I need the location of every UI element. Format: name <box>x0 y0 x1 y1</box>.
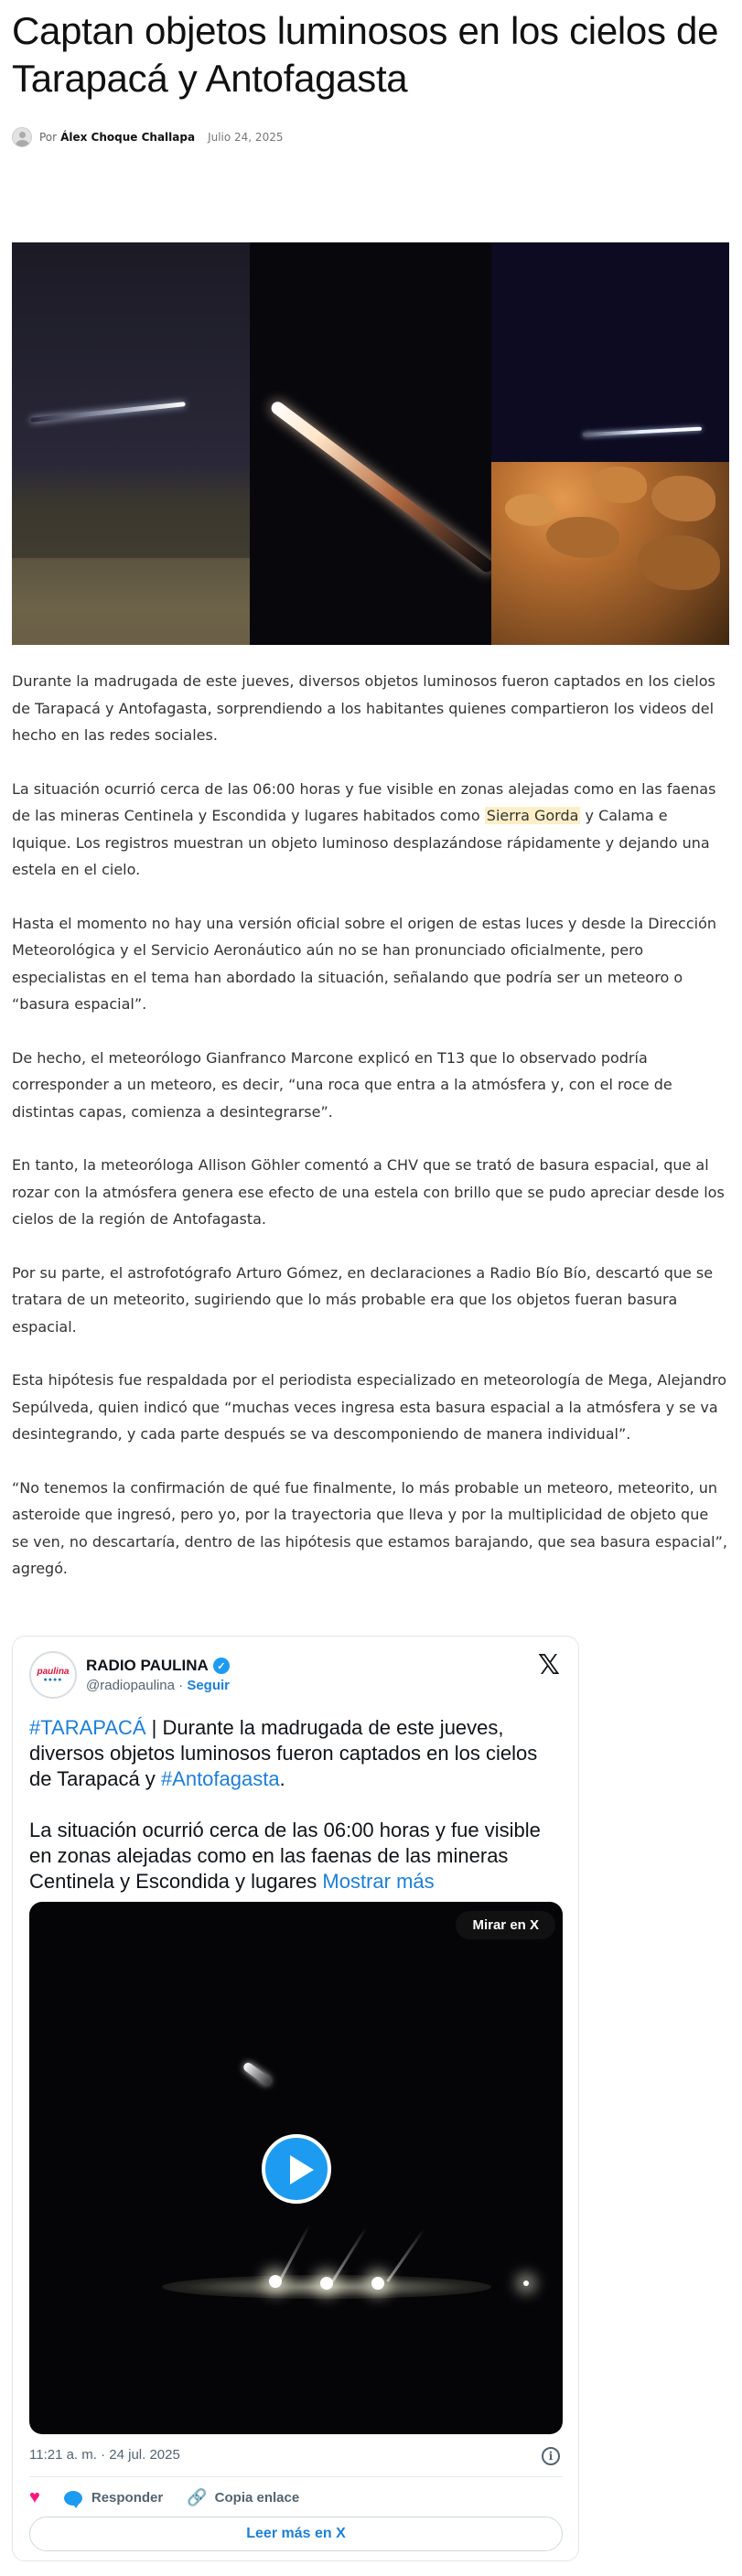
hashtag-tarapaca[interactable]: #TARAPACÁ <box>29 1716 146 1739</box>
tweet-text <box>29 1715 560 1894</box>
tweet-paragraph <box>29 1715 560 1792</box>
hero-panel-1 <box>12 242 250 645</box>
tweet-handle[interactable]: @radiopaulina <box>86 1678 175 1693</box>
light-point <box>269 2275 282 2288</box>
separator: · <box>174 1678 188 1693</box>
divider <box>29 2476 563 2477</box>
article-title: Captan objetos luminosos en los cielos de Tarapacá y Antofagasta <box>12 9 719 100</box>
article-paragraph <box>12 776 729 884</box>
tweet-header <box>29 1651 230 1699</box>
like-action[interactable] <box>29 2487 40 2508</box>
article-meta <box>12 126 283 148</box>
tweet-timestamp[interactable]: 11:21 a. m. · 24 jul. 2025 <box>29 2447 180 2463</box>
reply-label: Responder <box>91 2490 164 2506</box>
article-body <box>12 668 729 1609</box>
byline-prefix: Por <box>39 131 58 144</box>
article-paragraph: Esta hipótesis fue respaldada por el periodista especializado en meteorología de Mega, Alejandro Sepúlveda, quien indicó que “muchas veces ingresa esta basura espacial a la atmósfera y se va desintegrando, y cada parte después se va descomponiendo de manera individual”. <box>12 1371 727 1443</box>
tweet-paragraph <box>29 1818 560 1894</box>
meteor-streak <box>242 2061 272 2087</box>
hero-panel-3 <box>491 242 729 645</box>
info-icon[interactable]: i <box>542 2447 560 2465</box>
tweet-video[interactable] <box>29 1902 563 2434</box>
copy-link-label: Copia enlace <box>214 2490 300 2506</box>
publish-date: Julio 24, 2025 <box>208 131 284 144</box>
play-button-icon[interactable] <box>262 2134 331 2204</box>
light-streak <box>269 399 491 574</box>
hero-panel-2 <box>250 242 491 645</box>
tweet-author-name[interactable] <box>86 1657 230 1675</box>
x-logo-icon[interactable]: 𝕏 <box>537 1649 560 1681</box>
author-avatar[interactable] <box>12 127 32 147</box>
tweet-author <box>86 1657 230 1693</box>
sierra-gorda-highlight[interactable]: Sierra Gorda <box>486 807 579 824</box>
tweet-text-span: | Durante la madrugada de este jueves, diversos objetos luminosos fueron captados en los cielos de Tarapacá y <box>29 1716 538 1790</box>
tweet-actions <box>29 2487 323 2508</box>
link-icon: 🔗 <box>187 2488 208 2506</box>
show-more-link[interactable]: Mostrar más <box>322 1870 435 1893</box>
read-more-button[interactable]: Leer más en X <box>29 2517 563 2551</box>
article-paragraph: “No tenemos la confirmación de qué fue finalmente, lo más probable un meteoro, meteorito, un asteroide que ingresó, pero yo, por la trayectoria que lleva y por la multiplicidad de objeto que se ven, no descartaría, dentro de las hipótesis que estamos barajando, que sea basura espacial”, agregó. <box>12 1478 727 1577</box>
author-name-text: RADIO PAULINA <box>86 1657 209 1674</box>
hero-ground <box>12 558 250 645</box>
article-paragraph: Por su parte, el astrofotógrafo Arturo Gómez, en declaraciones a Radio Bío Bío, descartó que se tratara de un meteorito, sugiriendo que lo más probable era que los objetos fueran basura espacial. <box>12 1263 714 1336</box>
light-point <box>320 2277 333 2290</box>
tweet-avatar[interactable] <box>29 1651 77 1699</box>
light-ray <box>278 2224 311 2281</box>
hashtag-antofagasta[interactable]: #Antofagasta <box>160 1767 280 1790</box>
light-point <box>523 2281 529 2286</box>
embedded-tweet[interactable] <box>12 1636 579 2561</box>
avatar-logo-dots: ●●●● <box>43 1676 63 1683</box>
copy-link-action[interactable] <box>187 2488 299 2507</box>
hero-image <box>12 242 729 645</box>
light-ray <box>386 2228 425 2282</box>
tweet-text-span: La situación ocurrió cerca de las 06:00 horas y fue visible en zonas alejadas como en las faenas de las mineras Centinela y Escondida y lugares <box>29 1819 541 1893</box>
follow-button[interactable]: Seguir <box>187 1678 230 1693</box>
avatar-logo-text: paulina <box>37 1666 70 1677</box>
heart-icon: ♥ <box>29 2487 40 2507</box>
article-paragraph: Hasta el momento no hay una versión oficial sobre el origen de estas luces y desde la Dirección Meteorológica y el Servicio Aeronáutico aún no se han pronunciado oficialmente, pero especialistas en el tema han abordado la situación, señalando que podría ser un meteoro o “basura espacial”. <box>12 914 717 1013</box>
light-streak <box>583 427 702 437</box>
verified-icon: ✓ <box>213 1658 230 1674</box>
paragraph-text: La situación ocurrió cerca de las 06:00 horas y fue visible en zonas alejadas como en las faenas de las mineras Centinela y Escondida y lugares habitados como <box>12 779 716 824</box>
light-point <box>371 2277 384 2290</box>
paragraph-text: y Calama e Iquique. Los registros muestran un objeto luminoso desplazándose rápidamente y dejando una estela en el cielo. <box>12 807 710 878</box>
light-streak <box>30 402 186 423</box>
author-link[interactable]: Álex Choque Challapa <box>60 131 196 144</box>
article-paragraph: En tanto, la meteoróloga Allison Göhler comentó a CHV que se trató de basura espacial, que al rozar con la atmósfera genera ese efecto de una estela con brillo que se pudo apreciar desde los cielos de la región de Antofagasta. <box>12 1156 725 1228</box>
reply-bubble-icon <box>64 2491 82 2506</box>
article-paragraph: De hecho, el meteorólogo Gianfranco Marcone explicó en T13 que lo observado podría corresponder a un meteoro, es decir, “una roca que entra a la atmósfera y, con el roce de distintas capas, comienza a desintegrarse”. <box>12 1048 672 1121</box>
reply-action[interactable] <box>64 2490 163 2506</box>
article-paragraph: Durante la madrugada de este jueves, diversos objetos luminosos fueron captados en los cielos de Tarapacá y Antofagasta, sorprendiendo a los habitantes quienes compartieron los videos del hecho en las redes sociales. <box>12 672 715 744</box>
light-ray <box>331 2227 368 2282</box>
tweet-text-span: . <box>279 1767 285 1790</box>
tweet-handle-line <box>86 1678 230 1693</box>
watch-on-x-button[interactable]: Mirar en X <box>456 1911 555 1939</box>
